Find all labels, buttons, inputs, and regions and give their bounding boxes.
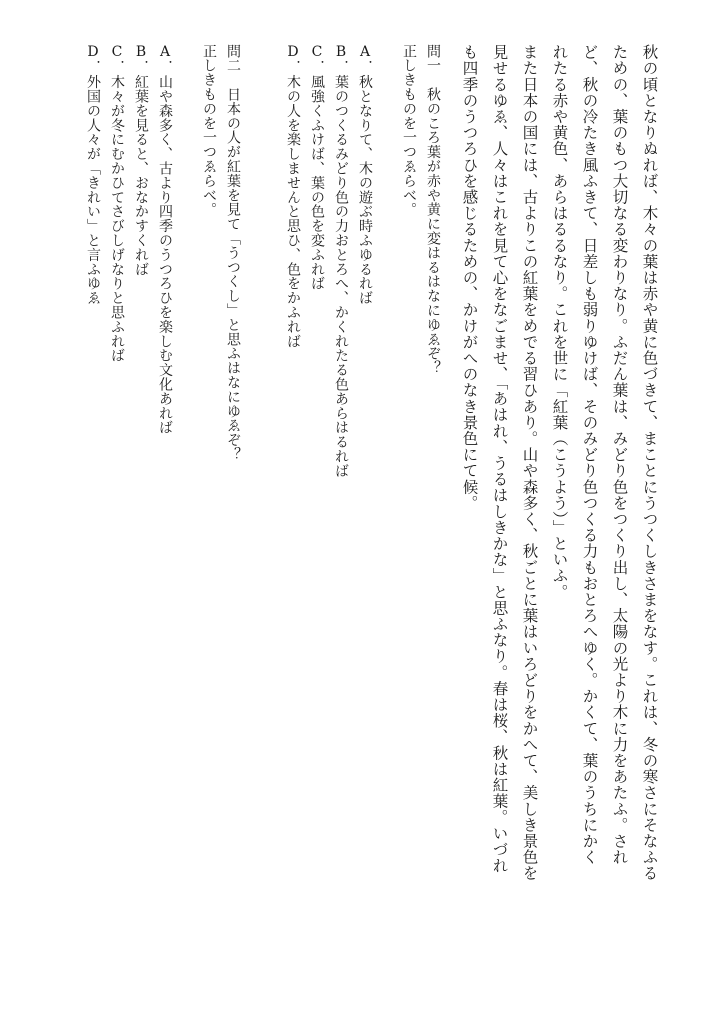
question-2-prompt: 問二 日本の人が紅葉を見て「うつくし」と思ふはなにゆゑぞ？ (225, 44, 241, 462)
passage-line-7: も四季のうつろひを感じるための、かけがへのなき景色にて候。 (460, 44, 479, 511)
question-1-option-b[interactable]: B．葉のつくるみどり色の力おとろへ、かくれたる色あらはるれば (333, 44, 349, 478)
question-2-option-b[interactable]: B．紅葉を見ると、おなかすくれば (133, 44, 149, 277)
passage-line-4: れたる赤や黄色、あらはるるなり。これを世に「紅葉（こうよう）」といふ。 (550, 44, 569, 600)
passage-line-5: また日本の国には、古よりこの紅葉をめでる習ひあり。山や森多く、秋ごとに葉はいろどりをかへて、美しき景色を (520, 44, 539, 882)
question-2-instruction: 正しきものを一つゑらべ。 (201, 44, 217, 217)
passage-line-1: 秋の頃となりぬれば、木々の葉は赤や黄に色づきて、まことにうつくしきさまをなす。これは、冬の寒さにそなふる (640, 44, 659, 882)
question-2-option-d[interactable]: D．外国の人々が「きれい」と言ふゆゑ (85, 44, 101, 306)
question-1-instruction: 正しきものを一つゑらべ。 (401, 44, 417, 217)
passage-line-3: ど、秋の冷たき風ふきて、日差しも弱りゆけば、そのみどり色つくる力もおとろへゆく。かくて、葉のうちにかく (580, 44, 599, 866)
passage-line-2: ための、葉のもつ大切なる変わりなり。ふだん葉は、みどり色をつくり出し、太陽の光より木に力をあたふ。され (610, 44, 629, 866)
question-1-option-c[interactable]: C．風強くふけば、葉の色を変ふれば (309, 44, 325, 291)
question-1-prompt: 問一 秋のころ葉が赤や黄に変はるはなにゆゑぞ？ (425, 44, 441, 376)
question-2-option-a[interactable]: A．山や森多く、古より四季のうつろひを楽しむ文化あれば (157, 44, 173, 435)
question-2-option-c[interactable]: C．木々が冬にむかひてさびしげなりと思ふれば (109, 44, 125, 363)
question-1-option-a[interactable]: A．秋となりて、木の遊ぶ時ふゆるれば (357, 44, 373, 306)
passage-line-6: 見せるゆゑ、人々はこれを見て心をなごませ、「あはれ、うるはしきかな」と思ふなり。春は桜、秋は紅葉。いづれ (490, 44, 509, 874)
question-1-option-d[interactable]: D．木の人を楽しませんと思ひ、色をかふれば (285, 44, 301, 349)
